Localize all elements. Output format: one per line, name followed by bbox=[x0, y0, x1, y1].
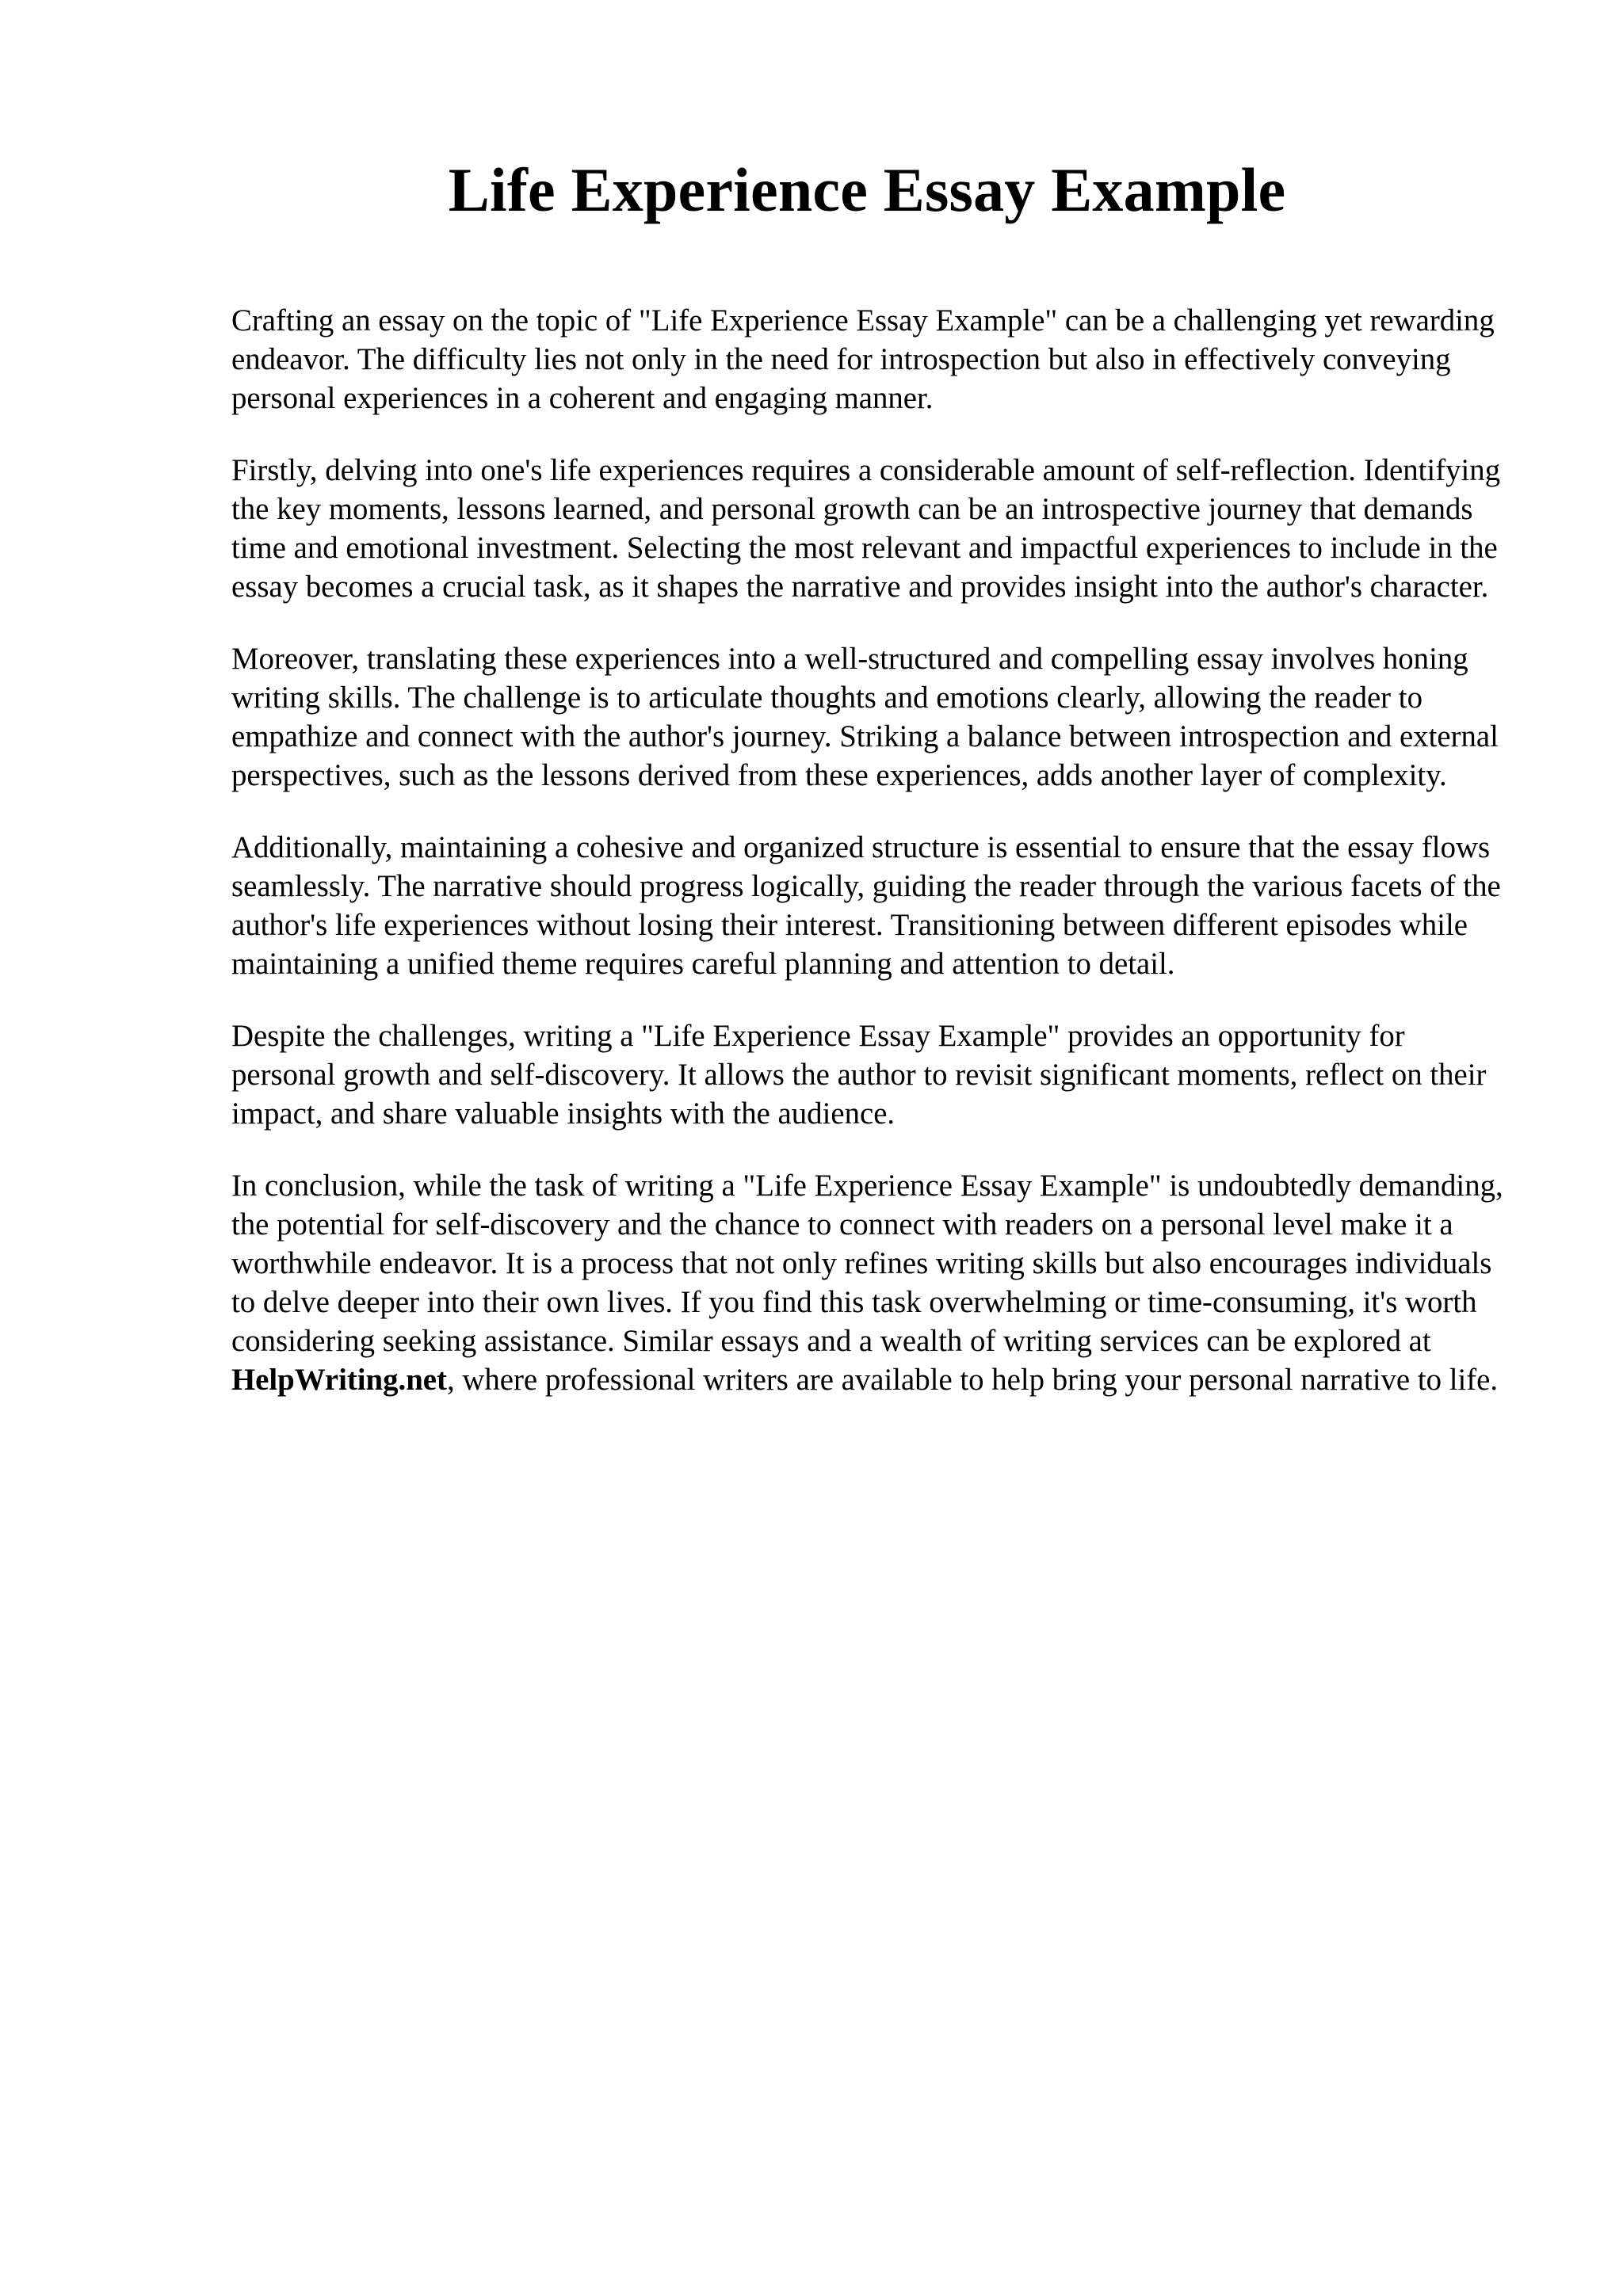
paragraph-writing-skills: Moreover, translating these experiences into a well-structured and compelling essay involves honing writing skills. The challenge is to articulate thoughts and emotions clearly, allowing the reader to empathize and connect with the author's journey. Striking a balance between introspection and external perspectives, such as the lessons derived from these experiences, adds another layer of complexity. bbox=[231, 642, 1499, 792]
paragraph-opportunity: Despite the challenges, writing a "Life Experience Essay Example" provides an opportunity for personal growth and self-discovery. It allows the author to revisit significant moments, reflect on their impact, and share valuable insights with the audience. bbox=[231, 1019, 1487, 1131]
conclusion-text-end: , where professional writers are available to help bring your personal narrative to life. bbox=[446, 1363, 1499, 1397]
conclusion-text: In conclusion, while the task of writing a "Life Experience Essay Example" is undoubtedly demanding, the potential for self-discovery and the chance to connect with readers on a personal level make it a worthwhile endeavor. It is a process that not only refines writing skills but also encourages individuals to delve deeper into their own lives. If you find this task overwhelming or time-consuming, it's worth considering seeking assistance. Similar essays and a wealth of writing services can be explored at bbox=[231, 1169, 1503, 1358]
document-title: Life Experience Essay Example bbox=[448, 155, 1286, 224]
document-body bbox=[231, 301, 1515, 1432]
paragraph-self-reflection: Firstly, delving into one's life experiences requires a considerable amount of self-reflection. Identifying the key moments, lessons learned, and personal growth can be an introspective journey that demands time and emotional investment. Selecting the most relevant and impactful experiences to include in the essay becomes a crucial task, as it shapes the narrative and provides insight into the author's character. bbox=[231, 453, 1501, 604]
paragraph-structure: Additionally, maintaining a cohesive and organized structure is essential to ensure that the essay flows seamlessly. The narrative should progress logically, guiding the reader through the various facets of the author's life experiences without losing their interest. Transitioning between different episodes while maintaining a unified theme requires careful planning and attention to detail. bbox=[231, 830, 1501, 981]
paragraph-conclusion bbox=[231, 1166, 1515, 1399]
paragraph-intro: Crafting an essay on the topic of "Life Experience Essay Example" can be a challenging yet rewarding endeavor. The difficulty lies not only in the need for introspection but also in effectively conveying personal experiences in a coherent and engaging manner. bbox=[231, 303, 1495, 415]
helpwriting-link[interactable]: HelpWriting.net bbox=[231, 1363, 447, 1397]
